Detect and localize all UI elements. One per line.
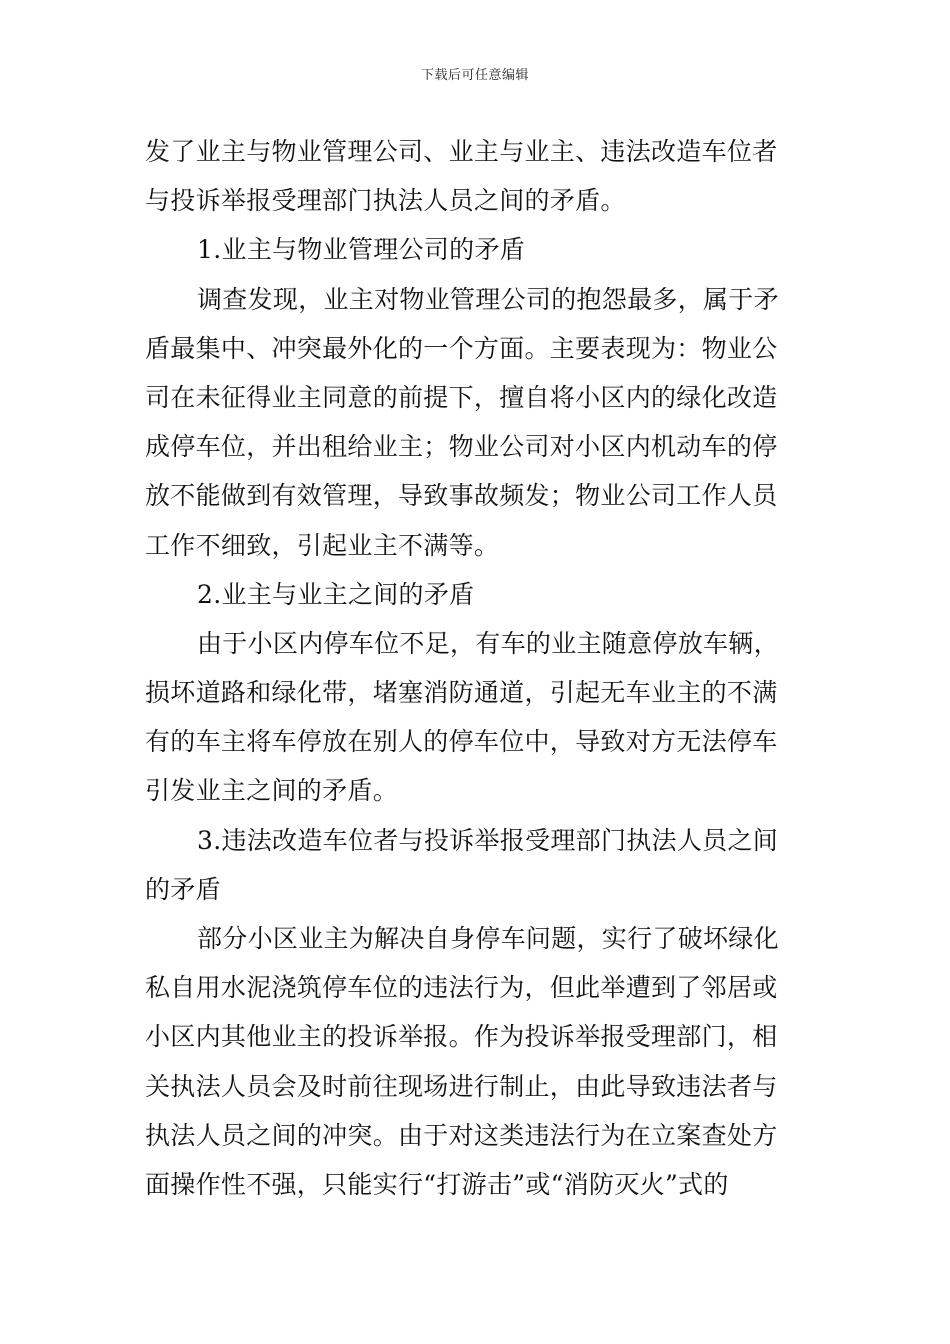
text-line-7: 成停车位，并出租给业主；物业公司对小区内机动车的停 <box>145 432 778 462</box>
text-line-13: 有的车主将车停放在别人的停车位中，导致对方无法停车 <box>145 727 778 757</box>
text-line-21: 执法人员之间的冲突。由于对这类违法行为在立案查处方 <box>145 1120 778 1150</box>
text-line-22: 面操作性不强，只能实行“打游击”或“消防灭火”式的 <box>145 1169 729 1199</box>
text-line-14: 引发业主之间的矛盾。 <box>145 776 399 806</box>
section-heading-2: 2.业主与业主之间的矛盾 <box>197 579 475 609</box>
text-line-4: 调查发现，业主对物业管理公司的抱怨最多，属于矛 <box>197 284 779 314</box>
text-line-11: 由于小区内停车位不足，有车的业主随意停放车辆， <box>197 628 779 658</box>
text-line-8: 放不能做到有效管理，导致事故频发；物业公司工作人员 <box>145 481 778 511</box>
text-line-6: 司在未征得业主同意的前提下，擅自将小区内的绿化改造 <box>145 382 778 412</box>
text-line-2: 与投诉举报受理部门执法人员之间的矛盾。 <box>145 186 626 216</box>
section-heading-3-cont: 的矛盾 <box>145 874 221 904</box>
text-line-19: 小区内其他业主的投诉举报。作为投诉举报受理部门，相 <box>145 1022 778 1052</box>
section-heading-1: 1.业主与物业管理公司的矛盾 <box>197 235 526 265</box>
page-header: 下载后可任意编辑 <box>420 68 529 83</box>
text-line-12: 损坏道路和绿化带，堵塞消防通道，引起无车业主的不满 <box>145 678 778 708</box>
section-heading-3: 3.违法改造车位者与投诉举报受理部门执法人员之间 <box>197 825 779 855</box>
text-line-18: 私自用水泥浇筑停车位的违法行为，但此举遭到了邻居或 <box>145 973 778 1003</box>
text-line-20: 关执法人员会及时前往现场进行制止，由此导致违法者与 <box>145 1071 778 1101</box>
text-line-5: 盾最集中、冲突最外化的一个方面。主要表现为：物业公 <box>145 333 778 363</box>
text-line-1: 发了业主与物业管理公司、业主与业主、违法改造车位者 <box>145 137 778 166</box>
document-body <box>145 127 805 1209</box>
text-line-9: 工作不细致，引起业主不满等。 <box>145 530 500 560</box>
text-line-17: 部分小区业主为解决自身停车问题，实行了破坏绿化 <box>197 924 779 953</box>
